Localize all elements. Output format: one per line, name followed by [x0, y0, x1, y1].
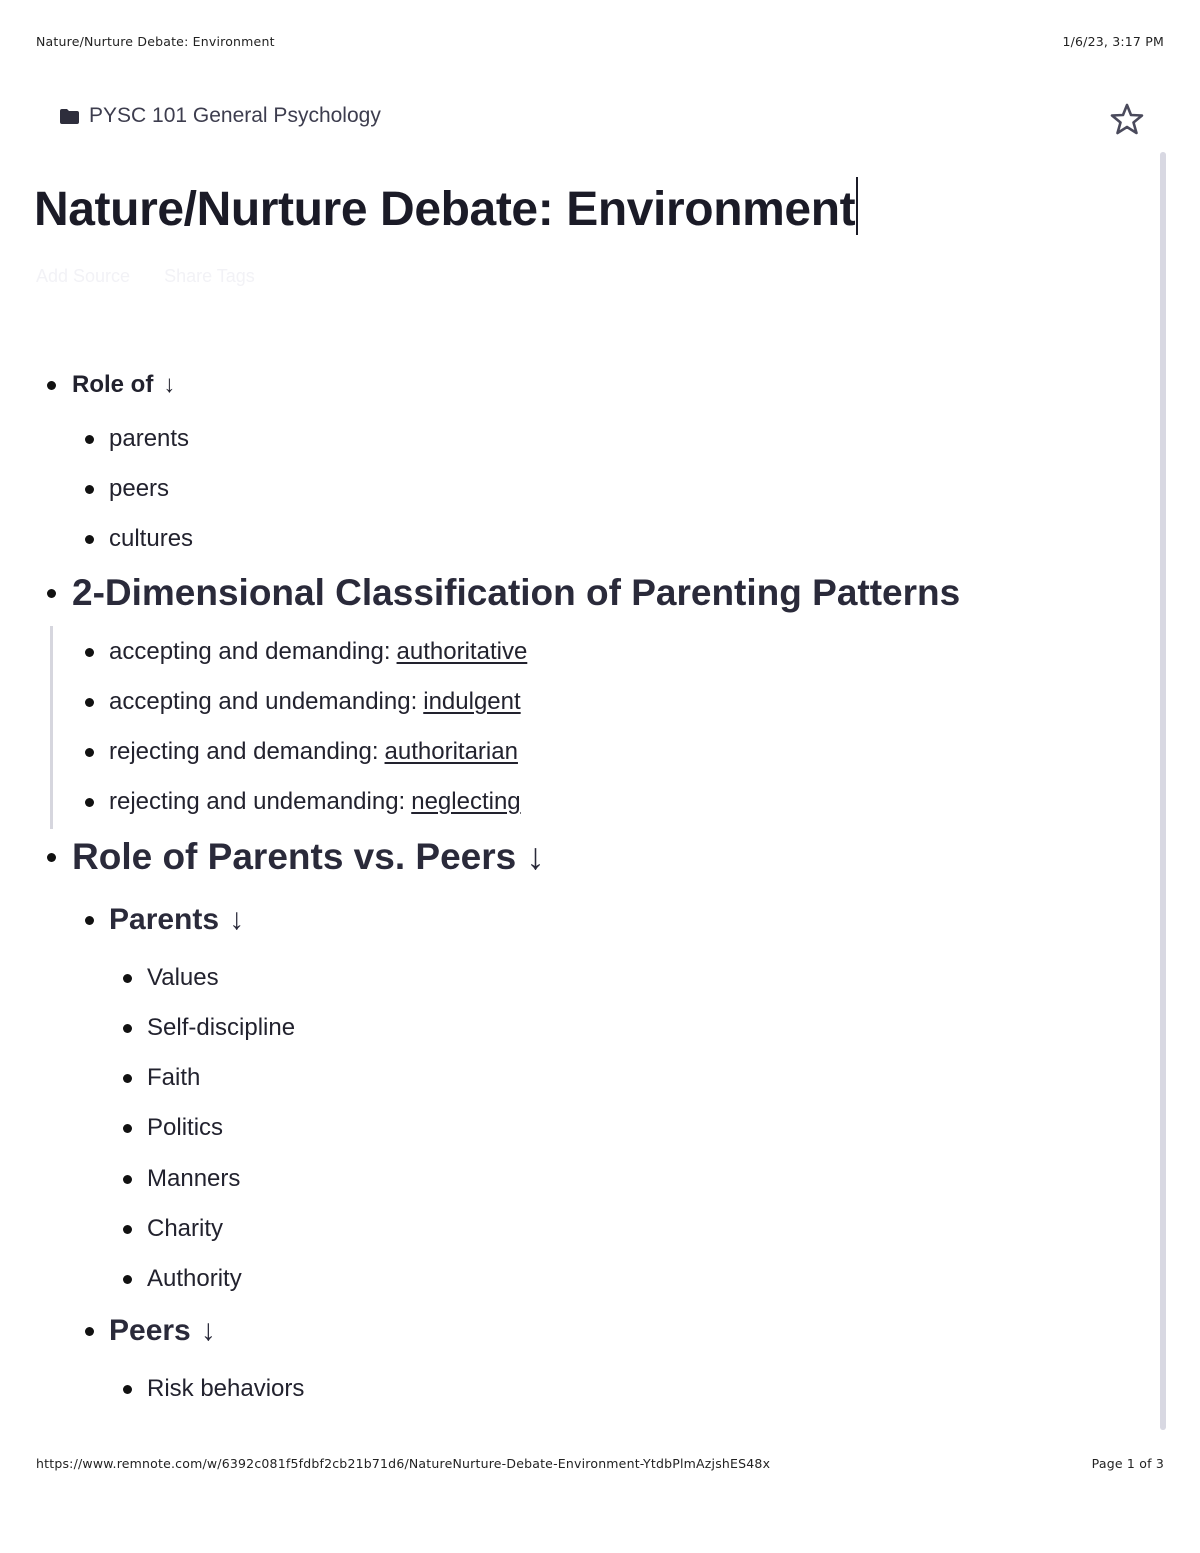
rem-link[interactable]: authoritarian	[384, 738, 518, 765]
list-item[interactable]	[85, 788, 521, 816]
bullet[interactable]	[123, 1074, 132, 1083]
breadcrumb[interactable]	[60, 104, 381, 128]
bullet[interactable]	[85, 1327, 94, 1336]
outline-heading-parents-vs-peers[interactable]	[47, 836, 545, 878]
bullet[interactable]	[123, 1275, 132, 1284]
outline-subheading-peers[interactable]	[85, 1314, 216, 1348]
list-item-text: peers	[109, 475, 170, 502]
outline-subheading-parents[interactable]	[85, 903, 244, 937]
list-item[interactable]	[85, 688, 521, 716]
bullet[interactable]	[123, 974, 132, 983]
list-item[interactable]	[85, 425, 189, 453]
list-item-text: accepting and demanding:	[109, 638, 391, 665]
bullet[interactable]	[123, 1385, 132, 1394]
bullet[interactable]	[85, 535, 94, 544]
rem-link[interactable]: neglecting	[411, 788, 521, 815]
bullet[interactable]	[85, 435, 94, 444]
bullet[interactable]	[85, 916, 94, 925]
bullet[interactable]	[85, 748, 94, 757]
folder-icon	[60, 109, 79, 124]
page-title-text: Nature/Nurture Debate: Environment	[34, 183, 856, 236]
bullet[interactable]	[85, 485, 94, 494]
arrow-down-icon: ↓	[229, 903, 245, 936]
outline-heading-classification[interactable]	[47, 572, 960, 614]
heading-text: Role of Parents vs. Peers	[72, 836, 517, 877]
bullet[interactable]	[123, 1175, 132, 1184]
list-item[interactable]	[123, 1215, 223, 1243]
bullet[interactable]	[85, 648, 94, 657]
list-item[interactable]	[85, 738, 518, 766]
list-item[interactable]	[85, 475, 169, 503]
list-item-text: rejecting and demanding:	[109, 738, 379, 765]
rem-link[interactable]: authoritative	[396, 638, 528, 665]
list-item-text: rejecting and undemanding:	[109, 788, 406, 815]
add-source-button[interactable]: Add Source	[36, 266, 131, 286]
list-item[interactable]	[85, 525, 193, 553]
list-item-text: Charity	[147, 1215, 224, 1242]
text-cursor	[856, 177, 858, 235]
bullet[interactable]	[47, 381, 56, 390]
print-header-datetime: 1/6/23, 3:17 PM	[1062, 34, 1164, 49]
bullet[interactable]	[123, 1124, 132, 1133]
print-footer-page: Page 1 of 3	[1091, 1456, 1164, 1471]
breadcrumb-label: PYSC 101 General Psychology	[89, 104, 381, 127]
arrow-down-icon: ↓	[163, 371, 176, 398]
list-item[interactable]	[123, 1064, 200, 1092]
list-item[interactable]	[123, 1165, 240, 1193]
print-footer-url: https://www.remnote.com/w/6392c081f5fdbf2cb21b71d6/NatureNurture-Debate-Environment-YtdbPlmAzjshES48x	[36, 1456, 771, 1471]
ghost-actions	[36, 266, 255, 287]
arrow-down-icon: ↓	[200, 1314, 216, 1347]
scrollbar-thumb[interactable]	[1160, 152, 1166, 1430]
list-item-text: Politics	[147, 1114, 224, 1141]
list-item-text: Faith	[147, 1064, 201, 1091]
print-header	[36, 34, 1164, 49]
list-item-text: Self-discipline	[147, 1014, 296, 1041]
list-item-text: parents	[109, 425, 190, 452]
rem-link[interactable]: indulgent	[423, 688, 521, 715]
bullet[interactable]	[85, 798, 94, 807]
list-item-text: Values	[147, 964, 219, 991]
scrollbar[interactable]	[1160, 152, 1166, 1430]
outline-item-role-of[interactable]	[47, 371, 175, 399]
bullet[interactable]	[123, 1225, 132, 1234]
arrow-down-icon: ↓	[526, 836, 545, 877]
list-item[interactable]	[123, 1014, 295, 1042]
bullet[interactable]	[123, 1024, 132, 1033]
list-item-text: accepting and undemanding:	[109, 688, 418, 715]
list-item[interactable]	[123, 1114, 223, 1142]
star-icon[interactable]	[1110, 102, 1144, 136]
list-item[interactable]	[123, 1265, 242, 1293]
subheading-text: Parents	[109, 903, 220, 936]
indent-guide	[50, 626, 53, 829]
list-item[interactable]	[123, 1375, 304, 1403]
list-item-text: cultures	[109, 525, 194, 552]
bullet[interactable]	[47, 853, 56, 862]
bullet[interactable]	[85, 698, 94, 707]
heading-text: 2-Dimensional Classification of Parenting Patterns	[72, 572, 961, 613]
list-item-text: Authority	[147, 1265, 242, 1292]
list-item[interactable]	[123, 964, 219, 992]
print-header-title: Nature/Nurture Debate: Environment	[36, 34, 275, 49]
subheading-text: Peers	[109, 1314, 191, 1347]
list-item[interactable]	[85, 638, 527, 666]
outline-item-label: Role of	[72, 371, 154, 398]
print-footer	[36, 1456, 1164, 1471]
share-tags-button[interactable]: Share Tags	[164, 266, 255, 286]
list-item-text: Risk behaviors	[147, 1375, 305, 1402]
bullet[interactable]	[47, 589, 56, 598]
page-title[interactable]	[34, 176, 858, 244]
list-item-text: Manners	[147, 1165, 241, 1192]
